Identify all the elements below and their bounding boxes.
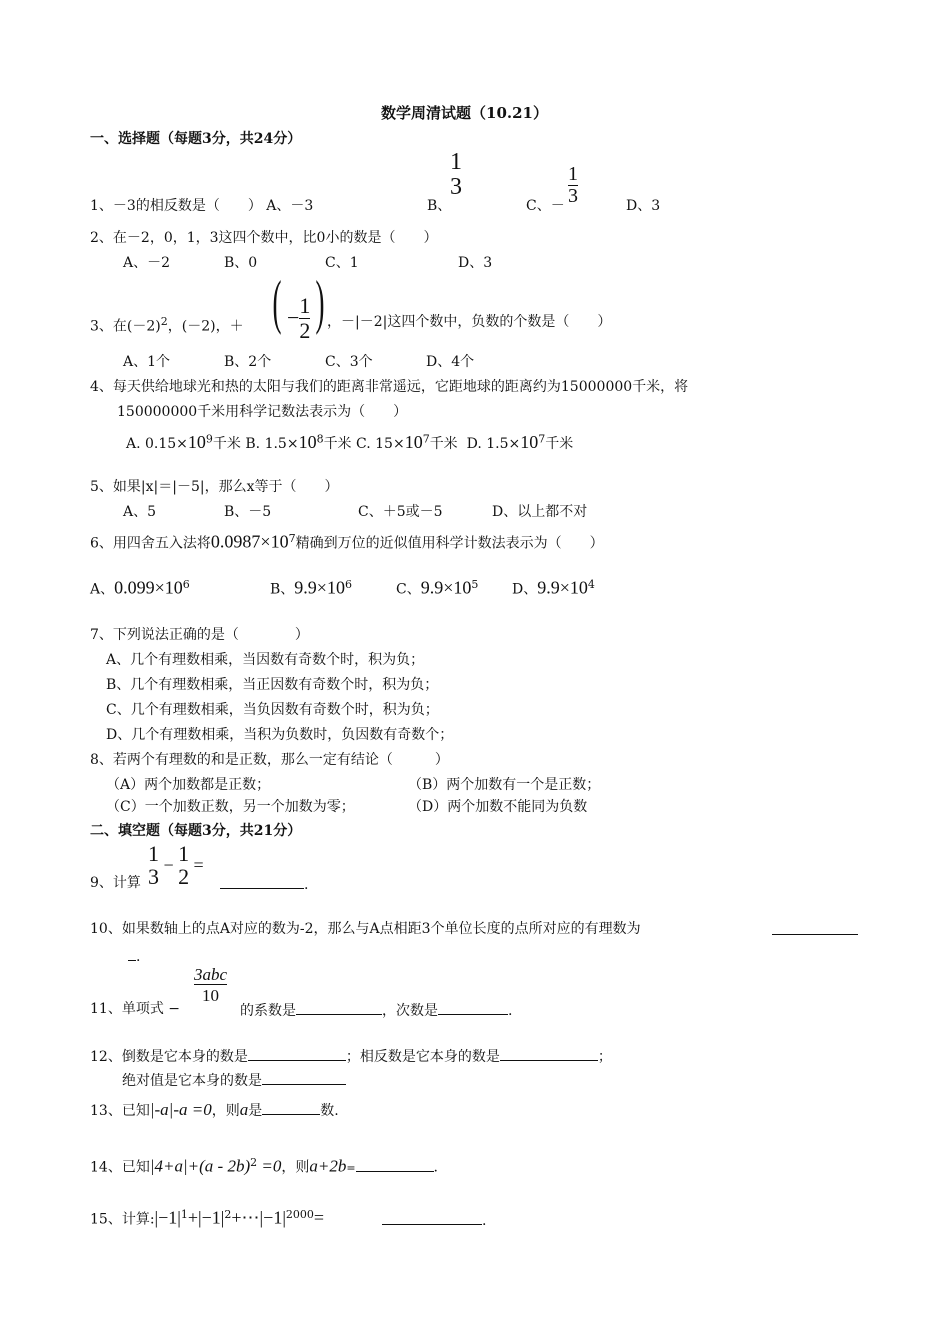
q1-option-d: D、3 xyxy=(626,198,661,214)
q7-option-a: A、几个有理数相乘，当因数有奇数个时，积为负； xyxy=(106,652,425,668)
q7-option-c: C、几个有理数相乘，当负因数有奇数个时，积为负； xyxy=(106,702,439,718)
q11-coefficient-blank[interactable] xyxy=(296,1000,382,1015)
q5-option-c: C、＋5或－5 xyxy=(358,504,443,520)
q4-option-a: A. $0.15\times 10^9$千米 xyxy=(126,431,241,452)
q11-rest: 的系数是 ，次数是 . xyxy=(240,1000,512,1020)
q7-option-d: D、几个有理数相乘，当积为负数时，负因数有奇数个； xyxy=(106,727,454,743)
q8-option-b: （B）两个加数有一个是正数； xyxy=(408,777,601,793)
q7-option-b: B、几个有理数相乘，当正因数有奇数个时，积为负； xyxy=(106,677,439,693)
section-choice-heading: 一、选择题（每题3分，共24分） xyxy=(90,131,302,147)
q6-option-d: D、$9.9\times 10^4$ xyxy=(512,577,595,598)
q11-label: 11、单项式 − xyxy=(90,1001,180,1017)
q6-stem: 6、用四舍五入法将$0.0987\times 10^7$精确到万位的近似值用科学计数法表示为（ ） xyxy=(90,531,604,552)
q2-option-d: D、3 xyxy=(458,255,493,271)
page-title: 数学周清试题（10.21） xyxy=(381,104,548,122)
q12-opposite-blank[interactable] xyxy=(500,1046,598,1061)
q8-option-c: （C）一个加数正数，另一个加数为零； xyxy=(106,799,355,815)
q4-line-1: 4、每天供给地球光和热的太阳与我们的距离非常遥远，它距地球的距离约为15000000千米，将 xyxy=(90,379,689,395)
q1-frac-b: 1 3 xyxy=(450,149,462,201)
q12-line-2: 绝对值是它本身的数是 xyxy=(122,1070,346,1090)
q6-option-a: A、$0.099\times 10^6$ xyxy=(90,577,190,598)
q15-answer-blank[interactable]: . xyxy=(382,1210,486,1230)
q5-option-d: D、以上都不对 xyxy=(492,504,588,520)
q8-stem: 8、若两个有理数的和是正数，那么一定有结论（ ） xyxy=(90,752,449,768)
q3-option-b: B、2个 xyxy=(224,354,272,370)
q15: 15、计算$:|-1|^1+|-1|^2+\cdots|-1|^{2000}=$ xyxy=(90,1207,325,1228)
q12-reciprocal-blank[interactable] xyxy=(248,1046,346,1061)
q5-option-a: A、5 xyxy=(123,504,157,520)
q1-option-b: B、 xyxy=(427,198,452,214)
q1-option-c: C、－ xyxy=(526,198,565,214)
q2-option-b: B、0 xyxy=(224,255,258,271)
q12-line-1: 12、倒数是它本身的数是 ；相反数是它本身的数是 ； xyxy=(90,1046,612,1066)
q3-stem-start: 3、在$(-2)^2$，(－2)，＋ xyxy=(90,315,244,335)
q3-option-d: D、4个 xyxy=(426,354,475,370)
q2-option-a: A、－2 xyxy=(123,255,171,271)
q5-option-b: B、－5 xyxy=(224,504,272,520)
q11-monomial: $\frac{\text{3abc}}{10}$ xyxy=(194,965,228,1005)
q12-absolute-blank[interactable] xyxy=(262,1070,346,1085)
q7-stem: 7、下列说法正确的是（ ） xyxy=(90,627,309,643)
q9-answer-blank[interactable]: . xyxy=(220,874,308,894)
q10-answer-blank-continued[interactable]: . xyxy=(128,946,140,966)
q1-stem: 1、－3的相反数是（ ） xyxy=(90,198,262,214)
q10-line-1: 10、如果数轴上的点A对应的数为-2，那么与A点相距3个单位长度的点所对应的有理数为 xyxy=(90,921,641,937)
q13: 13、已知|-a|-a =0，则a是 数. xyxy=(90,1100,339,1119)
q4-option-d: D. $1.5\times 10^7$千米 xyxy=(466,431,574,452)
question-1 xyxy=(90,197,313,215)
q5-stem: 5、如果|x|＝|－5|，那么x等于（ ） xyxy=(90,479,339,495)
q11-degree-blank[interactable] xyxy=(438,1000,508,1015)
q9-expression: 1 3 − 1 2 = xyxy=(148,841,204,890)
q3-option-a: A、1个 xyxy=(123,354,171,370)
q3-stem-end: ，－|－2|这四个数中，负数的个数是（ ） xyxy=(327,314,612,330)
q1-frac-c: $\frac{1}{3}$ xyxy=(568,163,578,207)
q6-option-b: B、$9.9\times 10^6$ xyxy=(270,577,352,598)
q3-paren-fraction: ( − $\frac{1}{2}$ ) xyxy=(272,269,325,343)
q8-option-d: （D）两个加数不能同为负数 xyxy=(408,799,588,815)
q14-answer-blank[interactable] xyxy=(356,1157,434,1172)
q2-stem: 2、在－2，0，1，3这四个数中，比0小的数是（ ） xyxy=(90,230,438,246)
q9-label: 9、计算 xyxy=(90,875,141,891)
q14: 14、已知|4+a|+(a - 2b)$^2$ =0，则a+2b= . xyxy=(90,1156,438,1176)
q6-option-c: C、$9.9\times 10^5$ xyxy=(396,577,479,598)
q2-option-c: C、1 xyxy=(325,255,359,271)
section-fill-heading: 二、填空题（每题3分，共21分） xyxy=(90,823,302,839)
q4-options xyxy=(126,430,573,453)
q4-option-c: C. $15\times 10^7$千米 xyxy=(356,431,458,452)
q10-answer-blank[interactable] xyxy=(772,920,858,940)
q4-line-2: 150000000千米用科学记数法表示为（ ） xyxy=(117,404,408,420)
q8-option-a: （A）两个加数都是正数； xyxy=(106,777,271,793)
q13-answer-blank[interactable] xyxy=(262,1100,320,1115)
q3-option-c: C、3个 xyxy=(325,354,373,370)
q4-option-b: B. $1.5\times 10^8$千米 xyxy=(245,431,352,452)
q1-option-a: A、－3 xyxy=(266,198,314,214)
